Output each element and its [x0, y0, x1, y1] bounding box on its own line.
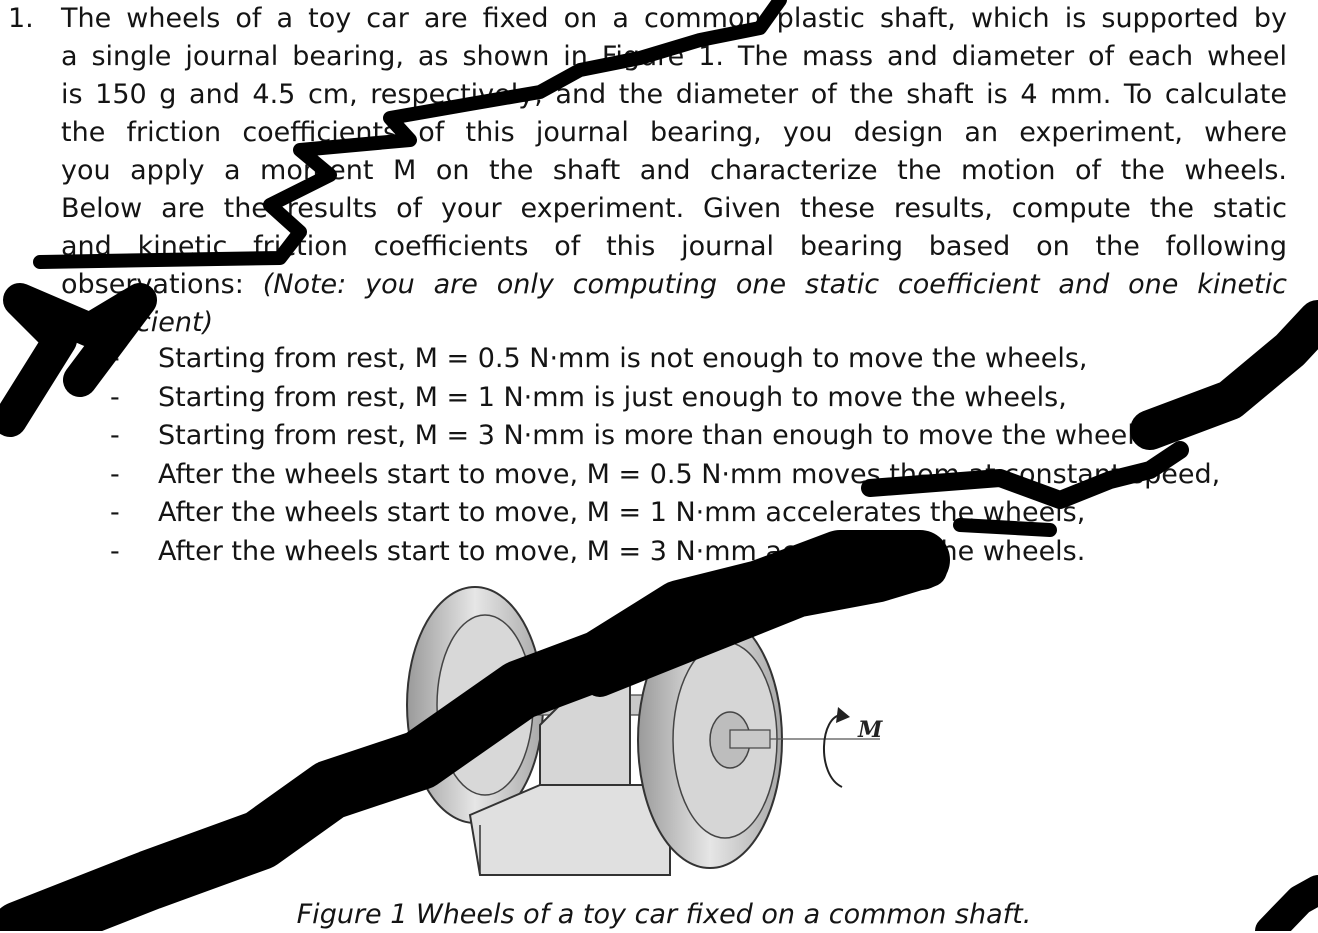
- note-text: (Note: you are only computing one static coefficient and one kinetic: [262, 269, 1287, 300]
- problem-line: a single journal bearing, as shown in Figure 1. The mass and diameter of each wheel: [61, 41, 1287, 72]
- problem-paragraph: [61, 0, 1287, 342]
- observations-lead: observations:: [61, 269, 263, 300]
- bullet-dash: -: [110, 458, 120, 490]
- list-item: [0, 533, 1318, 572]
- problem-line: you apply a moment M on the shaft and characterize the motion of the wheels.: [61, 155, 1287, 186]
- note-text-end: coefficient): [61, 307, 214, 338]
- observation-text: After the wheels start to move, M = 3 N·mm accelerates the wheels.: [158, 535, 1086, 567]
- observation-list: [0, 340, 1318, 571]
- list-item: [0, 379, 1318, 418]
- observation-text: Starting from rest, M = 0.5 N·mm is not enough to move the wheels,: [158, 343, 1088, 374]
- bullet-dash: -: [110, 343, 120, 374]
- observation-text: After the wheels start to move, M = 1 N·mm accelerates the wheels,: [158, 497, 1086, 528]
- observation-text: After the wheels start to move, M = 0.5 N·mm moves them at constant speed,: [158, 458, 1221, 490]
- problem-line: is 150 g and 4.5 cm, respectively, and the diameter of the shaft is 4 mm. To calculate: [61, 79, 1287, 110]
- problem-line: the friction coefficients of this journal bearing, you design an experiment, where: [61, 117, 1287, 148]
- bullet-dash: -: [110, 381, 120, 413]
- problem-line-observations: [61, 266, 1287, 304]
- list-item: [0, 494, 1318, 533]
- problem-line: Below are the results of your experiment. Given these results, compute the static: [61, 193, 1287, 224]
- observation-text: Starting from rest, M = 1 N·mm is just enough to move the wheels,: [158, 381, 1067, 413]
- toy-car-wheels-figure: [380, 575, 920, 895]
- list-item: [0, 417, 1318, 456]
- bullet-dash: -: [110, 420, 120, 451]
- list-item: [0, 456, 1318, 495]
- bullet-dash: -: [110, 535, 120, 567]
- problem-line-note-end: [61, 304, 1287, 342]
- question-number: 1.: [8, 3, 34, 34]
- moment-label: M: [858, 717, 883, 743]
- moment-arrow: [824, 715, 842, 787]
- problem-line: The wheels of a toy car are fixed on a common plastic shaft, which is supported by: [61, 3, 1287, 34]
- right-wheel: [638, 612, 782, 868]
- observation-text: Starting from rest, M = 3 N·mm is more than enough to move the wheels,: [158, 420, 1158, 451]
- list-item: [0, 340, 1318, 379]
- problem-line: and kinetic friction coefficients of this journal bearing based on the following: [61, 231, 1287, 262]
- bullet-dash: -: [110, 497, 120, 528]
- figure-caption: Figure 1 Wheels of a toy car fixed on a common shaft.: [296, 899, 1032, 930]
